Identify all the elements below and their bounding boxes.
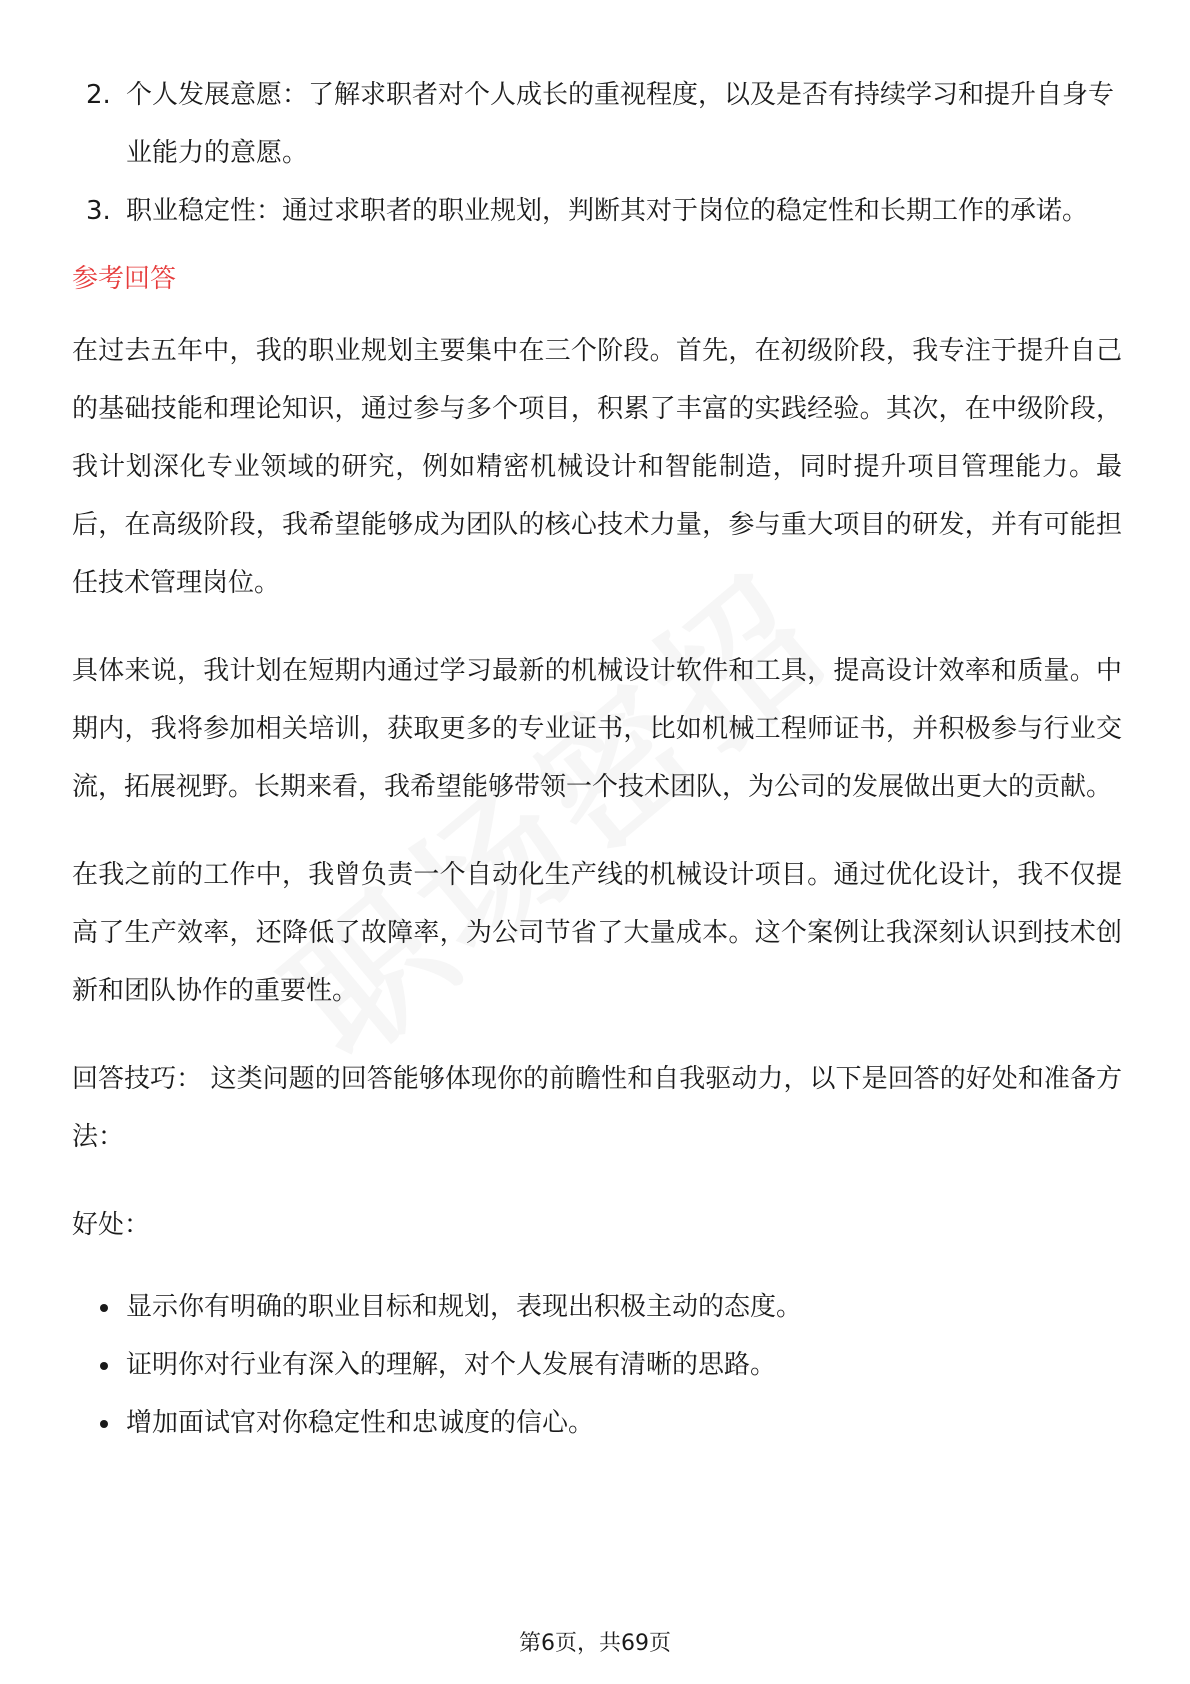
list-marker: 2. xyxy=(86,80,111,110)
list-item-text: 显示你有明确的职业目标和规划，表现出积极主动的态度。 xyxy=(126,1292,803,1322)
paragraph: 具体来说，我计划在短期内通过学习最新的机械设计软件和工具，提高设计效率和质量。中期内，我将参加相关培训，获取更多的专业证书，比如机械工程师证书，并积极参与行业交流，拓展视野。长期来看，我希望能够带领一个技术团队，为公司的发展做出更大的贡献。 xyxy=(72,656,1122,802)
list-item-text: 个人发展意愿：了解求职者对个人成长的重视程度，以及是否有持续学习和提升自身专业能力的意愿。 xyxy=(126,80,1115,168)
list-item xyxy=(72,1278,1122,1336)
list-item xyxy=(72,1394,1122,1452)
list-item-text: 职业稳定性：通过求职者的职业规划，判断其对于岗位的稳定性和长期工作的承诺。 xyxy=(126,196,1089,226)
bullet-icon xyxy=(100,1420,108,1428)
section-heading: 参考回答 xyxy=(72,264,177,294)
bullet-list xyxy=(72,1278,1122,1452)
numbered-item xyxy=(72,66,1122,182)
tips-paragraph: 回答技巧： 这类问题的回答能够体现你的前瞻性和自我驱动力，以下是回答的好处和准备方法： xyxy=(72,1064,1122,1152)
paragraph: 在过去五年中，我的职业规划主要集中在三个阶段。首先，在初级阶段，我专注于提升自己的基础技能和理论知识，通过参与多个项目，积累了丰富的实践经验。其次，在中级阶段，我计划深化专业领域的研究，例如精密机械设计和智能制造，同时提升项目管理能力。最后，在高级阶段，我希望能够成为团队的核心技术力量，参与重大项目的研发，并有可能担任技术管理岗位。 xyxy=(72,336,1122,598)
numbered-item xyxy=(72,182,1122,240)
bullet-icon xyxy=(100,1362,108,1370)
bullet-icon xyxy=(100,1304,108,1312)
page-number-footer: 第6页，共69页 xyxy=(519,1631,671,1656)
paragraph: 在我之前的工作中，我曾负责一个自动化生产线的机械设计项目。通过优化设计，我不仅提高了生产效率，还降低了故障率，为公司节省了大量成本。这个案例让我深刻认识到技术创新和团队协作的重要性。 xyxy=(72,860,1122,1006)
list-item xyxy=(72,1336,1122,1394)
page-content xyxy=(72,66,1122,1452)
benefits-label: 好处： xyxy=(72,1210,151,1240)
list-item-text: 增加面试官对你稳定性和忠诚度的信心。 xyxy=(126,1408,595,1438)
numbered-list xyxy=(72,66,1122,240)
list-marker: 3. xyxy=(86,196,111,226)
list-item-text: 证明你对行业有深入的理解，对个人发展有清晰的思路。 xyxy=(126,1350,777,1380)
